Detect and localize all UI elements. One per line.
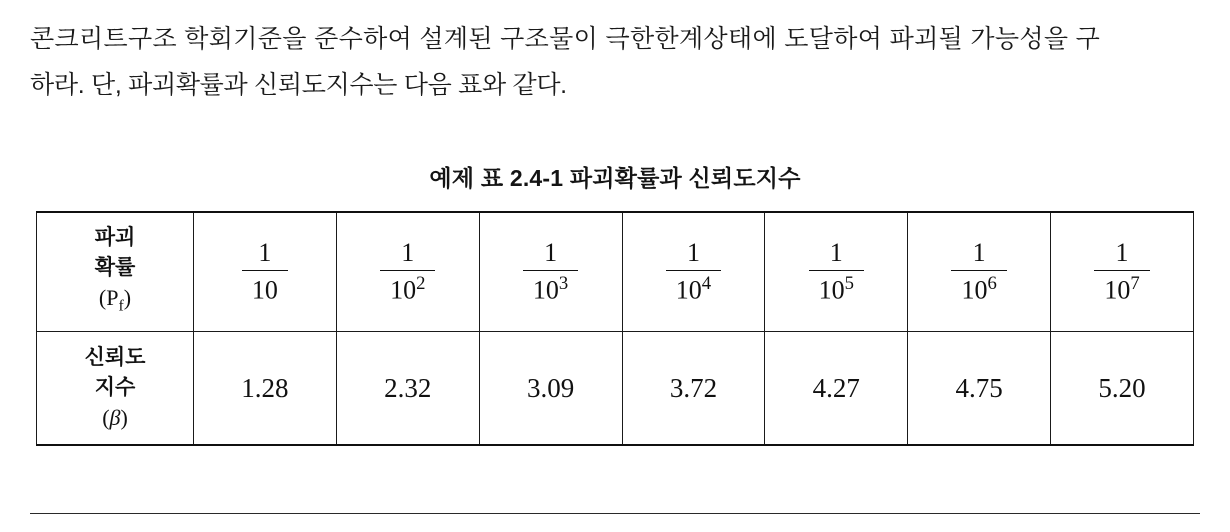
fraction-denominator xyxy=(242,270,288,305)
problem-statement xyxy=(30,16,1200,108)
symbol-close: ) xyxy=(123,284,132,310)
cell-probability-1 xyxy=(194,212,337,332)
problem-line-1: 콘크리트구조 학회기준을 준수하여 설계된 구조물이 극한한계상태에 도달하여 파괴될 가능성을 구 xyxy=(30,25,1101,53)
fraction-denominator xyxy=(1094,270,1149,305)
row-header-line-1: 파괴 xyxy=(94,225,136,249)
fraction-denominator xyxy=(951,270,1006,305)
row-header-symbol xyxy=(41,403,189,433)
cell-probability-7 xyxy=(1051,212,1194,332)
row-header-symbol xyxy=(41,283,189,321)
denominator-exponent: 3 xyxy=(558,272,569,294)
cell-beta-3: 3.09 xyxy=(479,332,622,446)
denominator-base: 10 xyxy=(675,275,702,305)
denominator-exponent: 2 xyxy=(416,272,426,294)
fraction xyxy=(242,239,288,305)
denominator-base: 10 xyxy=(961,275,988,305)
fraction-numerator: 1 xyxy=(972,238,986,268)
fraction-numerator: 1 xyxy=(401,238,415,268)
fraction-numerator: 1 xyxy=(1115,238,1129,268)
cell-beta-7: 5.20 xyxy=(1051,332,1194,446)
denominator-exponent: 6 xyxy=(987,272,997,294)
cell-probability-2 xyxy=(336,212,479,332)
document-page xyxy=(0,16,1230,532)
cell-probability-6 xyxy=(908,212,1051,332)
fraction-denominator xyxy=(523,270,578,305)
fraction-denominator xyxy=(666,270,721,305)
fraction xyxy=(523,239,578,305)
fraction xyxy=(1094,239,1149,305)
cell-beta-2: 2.32 xyxy=(336,332,479,446)
denominator-base: 10 xyxy=(390,275,417,305)
fraction xyxy=(666,239,721,305)
symbol-subscript: f xyxy=(118,297,124,315)
table-container xyxy=(36,211,1194,446)
symbol-open: (P xyxy=(98,284,119,310)
denominator-base: 10 xyxy=(532,275,559,305)
table-row xyxy=(37,332,1194,446)
denominator-base: 10 xyxy=(251,275,278,305)
row-header-reliability-index xyxy=(37,332,194,446)
row-header-failure-probability xyxy=(37,212,194,332)
cell-beta-1: 1.28 xyxy=(194,332,337,446)
fraction-denominator xyxy=(809,270,864,305)
cell-beta-4: 3.72 xyxy=(622,332,765,446)
fraction xyxy=(809,239,864,305)
fraction-numerator: 1 xyxy=(258,238,272,268)
denominator-exponent: 4 xyxy=(701,272,712,294)
failure-probability-table xyxy=(36,211,1194,446)
table-row xyxy=(37,212,1194,332)
fraction-denominator xyxy=(380,270,435,305)
cell-probability-4 xyxy=(622,212,765,332)
symbol-open: ( xyxy=(102,405,110,430)
denominator-base: 10 xyxy=(818,275,845,305)
cell-beta-5: 4.27 xyxy=(765,332,908,446)
fraction-numerator: 1 xyxy=(686,238,700,268)
fraction-numerator: 1 xyxy=(829,238,843,268)
row-header-line-2: 지수 xyxy=(94,376,136,399)
fraction xyxy=(951,239,1006,305)
symbol-close: ) xyxy=(120,405,128,430)
fraction-numerator: 1 xyxy=(544,238,558,268)
denominator-exponent: 7 xyxy=(1130,272,1140,294)
cell-beta-6: 4.75 xyxy=(908,332,1051,446)
page-bottom-rule xyxy=(30,513,1200,514)
fraction xyxy=(380,239,435,305)
row-header-line-1: 신뢰도 xyxy=(84,346,146,369)
cell-probability-5 xyxy=(765,212,908,332)
denominator-base: 10 xyxy=(1104,275,1131,305)
denominator-exponent: 5 xyxy=(844,272,854,294)
symbol-beta: β xyxy=(109,405,121,430)
row-header-line-2: 확률 xyxy=(94,255,136,279)
cell-probability-3 xyxy=(479,212,622,332)
table-caption: 예제 표 2.4-1 파괴확률과 신뢰도지수 xyxy=(429,165,801,191)
problem-line-2: 하라. 단, 파괴확률과 신뢰도지수는 다음 표와 같다. xyxy=(30,71,567,99)
